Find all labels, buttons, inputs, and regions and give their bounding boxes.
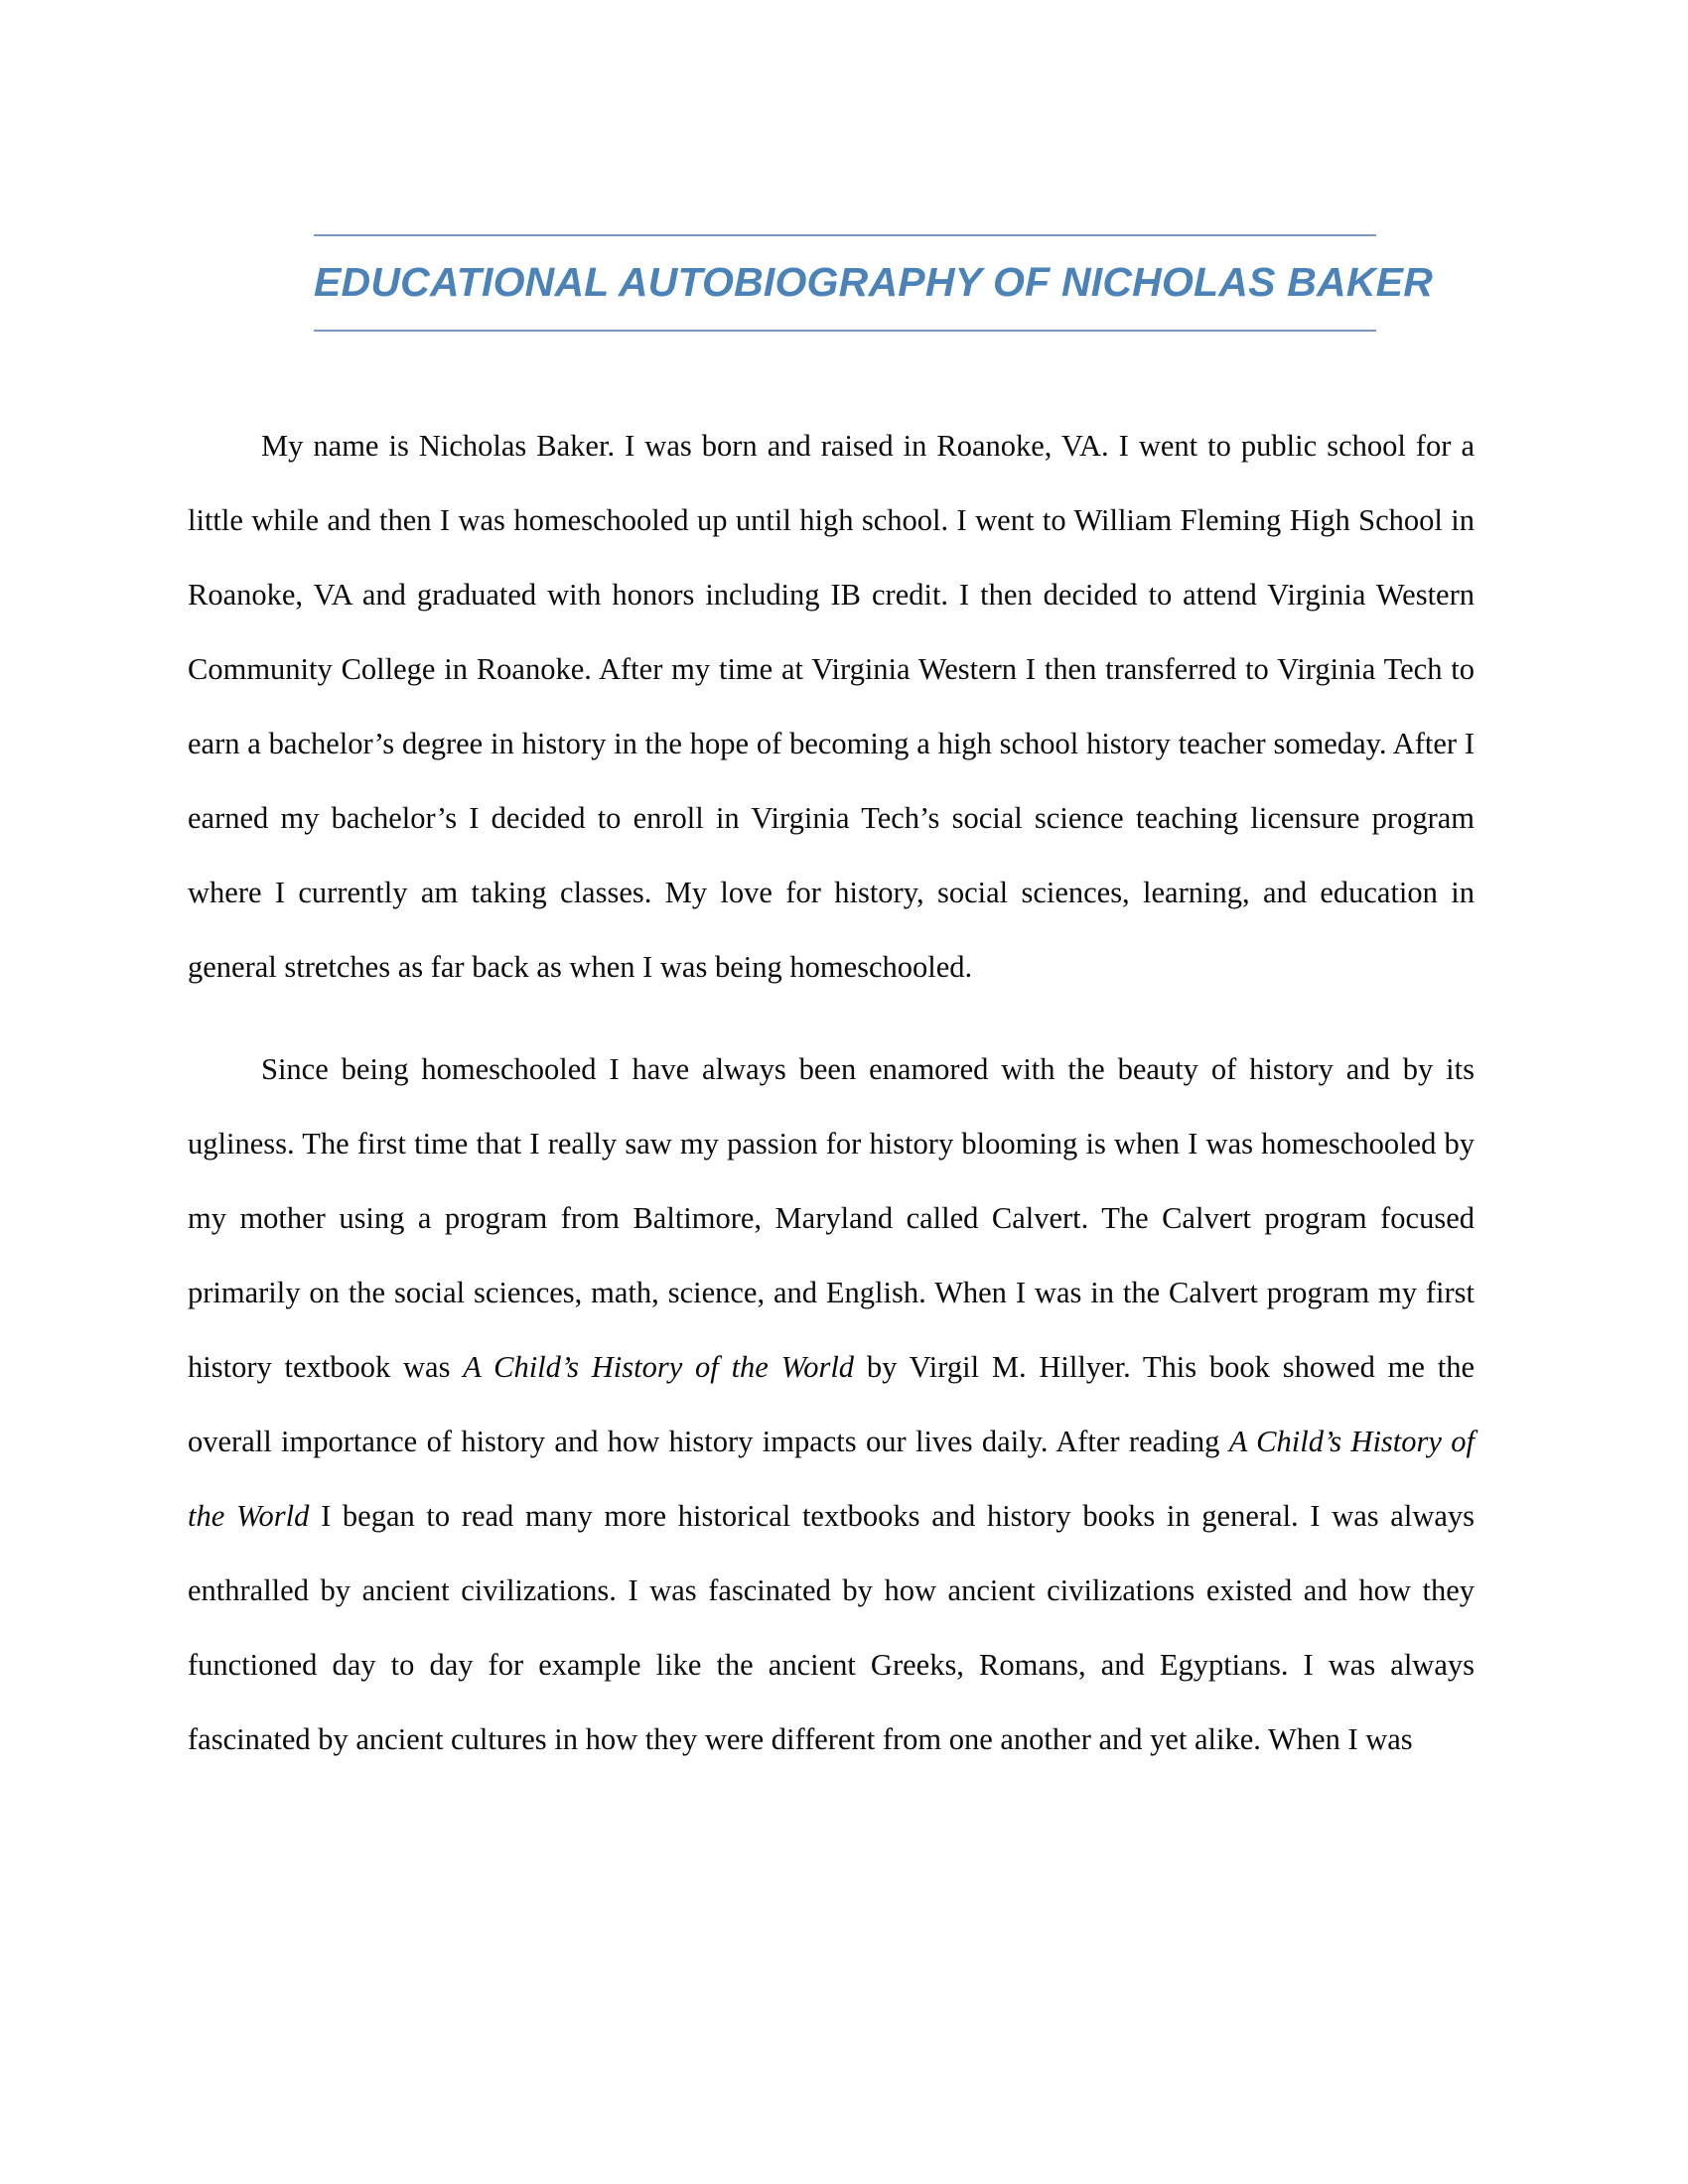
- page-title: EDUCATIONAL AUTOBIOGRAPHY OF NICHOLAS BAKER: [314, 259, 1434, 305]
- heading-inner: [314, 236, 1434, 330]
- italic-book-title: A Child’s History of the World: [463, 1350, 855, 1384]
- document-heading-block: [314, 234, 1434, 332]
- italic-book-title: A Child’s History of the World: [188, 1425, 1475, 1533]
- heading-bottom-rule: [314, 330, 1376, 332]
- body-paragraph: My name is Nicholas Baker. I was born and raised in Roanoke, VA. I went to public school for a little while and then I was homeschooled up until high school. I went to William Fleming High School in Roanoke, VA and graduated with honors including IB credit. I then decided to attend Virginia Western Community College in Roanoke. After my time at Virginia Western I then transferred to Virginia Tech to earn a bachelor’s degree in history in the hope of becoming a high school history teacher someday. After I earned my bachelor’s I decided to enroll in Virginia Tech’s social science teaching licensure program where I currently am taking classes. My love for history, social sciences, learning, and education in general stretches as far back as when I was being homeschooled.: [188, 429, 1475, 984]
- body-paragraph: Since being homeschooled I have always been enamored with the beauty of history and by its ugliness. The first time that I really saw my passion for history blooming is when I was homeschooled by my mother using a program from Baltimore, Maryland called Calvert. The Calvert program focused primarily on the social sciences, math, science, and English. When I was in the Calvert program my first history textbook was A Child’s History of the World by Virgil M. Hillyer. This book showed me the overall importance of history and how history impacts our lives daily. After reading A Child’s History of the World I began to read many more historical textbooks and history books in general. I was always enthralled by ancient civilizations. I was fascinated by how ancient civilizations existed and how they functioned day to day for example like the ancient Greeks, Romans, and Egyptians. I was always fascinated by ancient cultures in how they were different from one another and yet alike. When I was: [188, 1052, 1475, 1756]
- document-body: [188, 409, 1475, 1777]
